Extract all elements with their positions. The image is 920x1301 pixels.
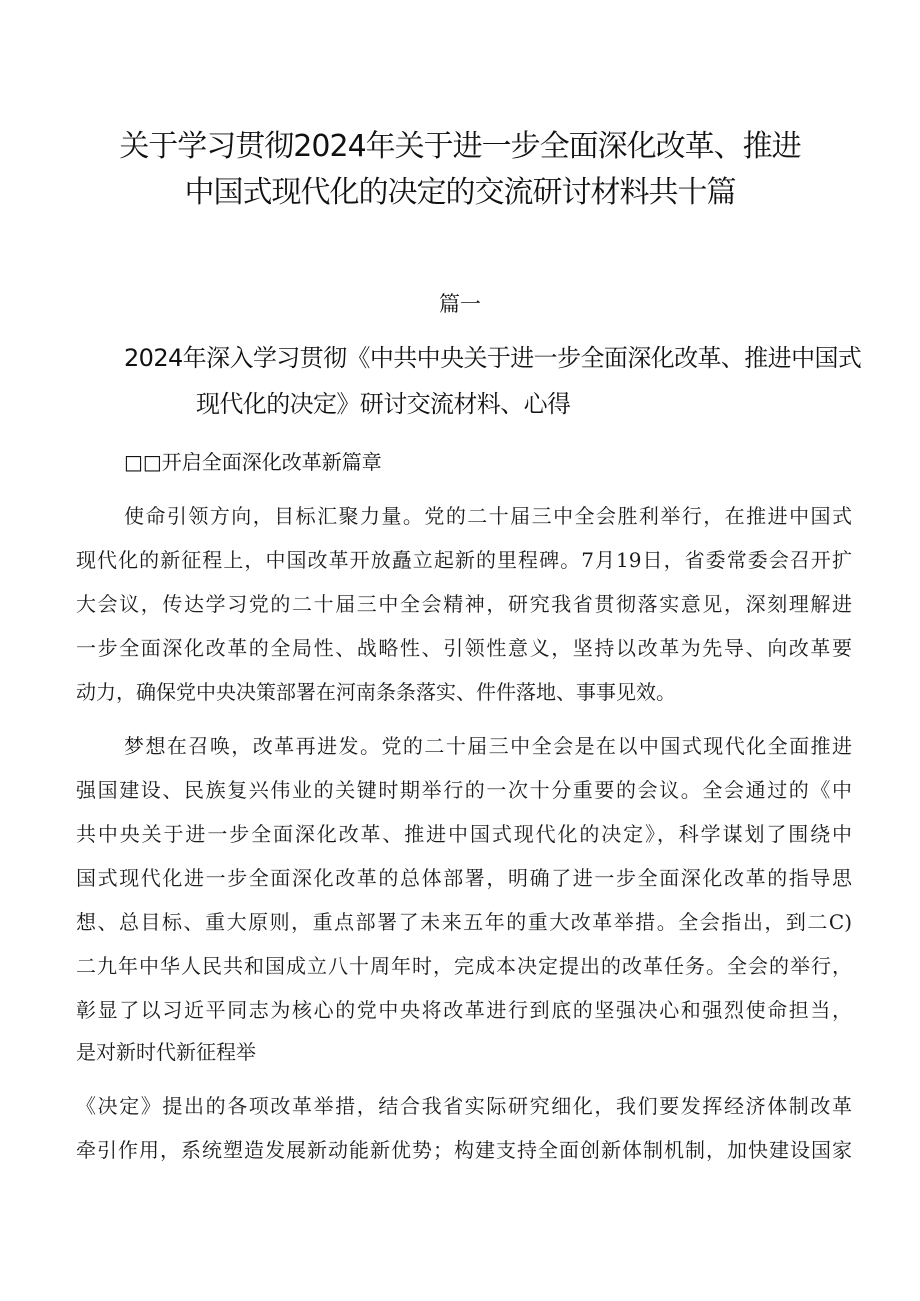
paragraph-3-line: 牵引作用，系统塑造发展新动能新优势；构建支持全面创新体制机制，加快建设国家 [76,1138,852,1162]
paragraph-2-line: 梦想在召唤，改革再进发。党的二十届三中全会是在以中国式现代化全面推进 [124,734,852,758]
paragraph-2-line: 想、总目标、重大原则，重点部署了未来五年的重大改革举措。全会指出，到二C) [76,910,852,934]
paragraph-1-line: 使命引领方向，目标汇聚力量。党的二十届三中全会胜利举行，在推进中国式 [124,504,852,528]
paragraph-2-line: 强国建设、民族复兴伟业的关键时期举行的一次十分重要的会议。全会通过的《中 [76,778,852,802]
paragraph-2-line: 彰显了以习近平同志为核心的党中央将改革进行到底的坚强决心和强烈使命担当， [76,998,852,1022]
paragraph-2-line: 是对新时代新征程举 [76,1040,256,1064]
paragraph-1-line: 动力，确保党中央决策部署在河南条条落实、件件落地、事事见效。 [76,680,676,704]
paragraph-1-line: 大会议，传达学习党的二十届三中全会精神，研究我省贯彻落实意见，深刻理解进 [76,592,852,616]
paragraph-2-line: 国式现代化进一步全面深化改革的总体部署，明确了进一步全面深化改革的指导思 [76,866,852,890]
paragraph-1-line: 现代化的新征程上，中国改革开放矗立起新的里程碑。7月19日，省委常委会召开扩 [76,548,852,572]
article-subtitle-line-1: 2024年深入学习贯彻《中共中央关于进一步全面深化改革、推进中国式 [124,344,862,372]
paragraph-2-line: 共中央关于进一步全面深化改革、推进中国式现代化的决定》，科学谋划了围绕中 [76,822,852,846]
section-heading: □□开启全面深化改革新篇章 [124,450,382,474]
paragraph-1-line: 一步全面深化改革的全局性、战略性、引领性意义，坚持以改革为先导、向改革要 [76,636,852,660]
article-subtitle-line-2: 现代化的决定》研讨交流材料、心得 [196,390,571,418]
document-title-line-2: 中国式现代化的决定的交流研讨材料共十篇 [184,175,736,210]
paragraph-2-line: 二九年中华人民共和国成立八十周年时，完成本决定提出的改革任务。全会的举行， [76,954,852,978]
section-label: 篇一 [439,292,481,316]
paragraph-3-line: 《决定》提出的各项改革举措，结合我省实际研究细化，我们要发挥经济体制改革 [76,1094,852,1118]
document-title-line-1: 关于学习贯彻2024年关于进一步全面深化改革、推进 [119,129,801,164]
